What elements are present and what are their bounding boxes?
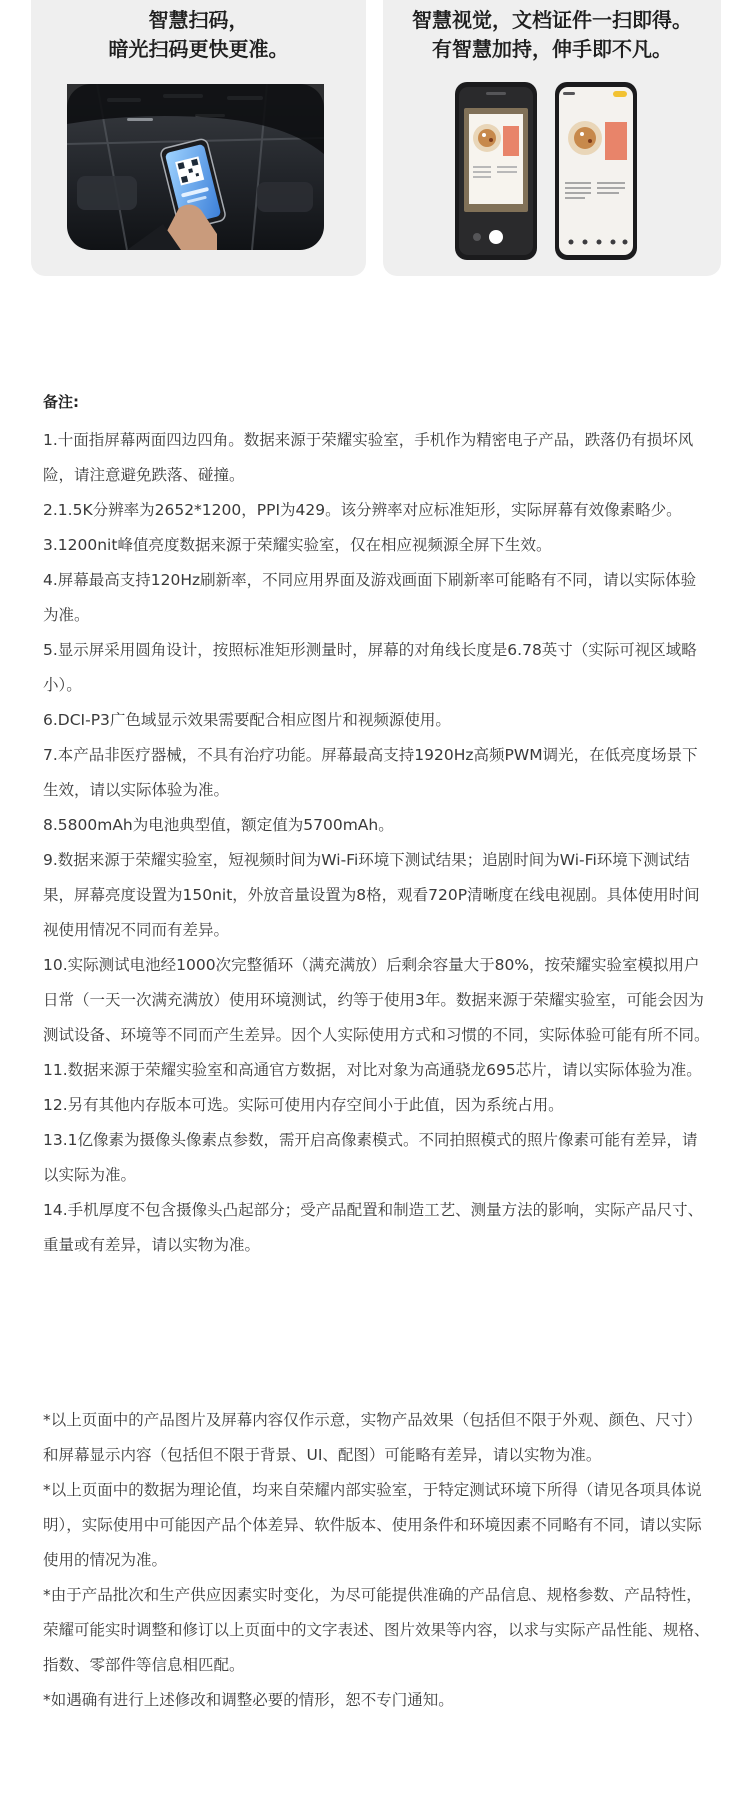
disclaimers-section (43, 1403, 711, 1718)
feature-card-title (383, 6, 721, 64)
note-item: 7.本产品非医疗器械，不具有治疗功能。屏幕最高支持1920Hz高频PWM调光，在低亮度场景下生效，请以实际体验为准。 (43, 746, 698, 799)
note-item: 11.数据来源于荣耀实验室和高通官方数据，对比对象为高通骁龙695芯片，请以实际体验为准。 (43, 1061, 702, 1079)
note-item: 6.DCI-P3广色域显示效果需要配合相应图片和视频源使用。 (43, 711, 451, 729)
document-scan-phones-image (455, 82, 645, 262)
feature-card-smart-scan (31, 0, 366, 276)
phone-result-view (555, 82, 637, 260)
feature-card-title-line: 智慧视觉，文档证件一扫即得。 (412, 8, 692, 32)
note-item: 4.屏幕最高支持120Hz刷新率，不同应用界面及游戏画面下刷新率可能略有不同，请以实际体验为准。 (43, 571, 697, 624)
note-item: 12.另有其他内存版本可选。实际可使用内存空间小于此值，因为系统占用。 (43, 1096, 564, 1114)
feature-card-title-line: 智慧扫码， (148, 8, 249, 32)
feature-cards (31, 0, 721, 276)
feature-card-title-line: 有智慧加持，伸手即不凡。 (432, 37, 672, 61)
note-item: 10.实际测试电池经1000次完整循环（满充满放）后剩余容量大于80%，按荣耀实验室模拟用户日常（一天一次满充满放）使用环境测试，约等于使用3年。数据来源于荣耀实验室，可能会因为测试设备、环境等不同而产生差异。因个人实际使用方式和习惯的不同，实际体验可能有所不同。 (43, 956, 710, 1044)
note-item: 1.十面指屏幕两面四边四角。数据来源于荣耀实验室，手机作为精密电子产品，跌落仍有损坏风险，请注意避免跌落、碰撞。 (43, 431, 694, 484)
feature-card-title (31, 6, 366, 64)
note-item: 8.5800mAh为电池典型值，额定值为5700mAh。 (43, 816, 394, 834)
note-item: 14.手机厚度不包含摄像头凸起部分；受产品配置和制造工艺、测量方法的影响，实际产品尺寸、重量或有差异，请以实物为准。 (43, 1201, 704, 1254)
note-item: 3.1200nit峰值亮度数据来源于荣耀实验室，仅在相应视频源全屏下生效。 (43, 536, 552, 554)
note-item: 2.1.5K分辨率为2652*1200，PPI为429。该分辨率对应标准矩形，实际屏幕有效像素略少。 (43, 501, 682, 519)
phone-camera-view (455, 82, 537, 260)
disclaimer-item: *以上页面中的数据为理论值，均来自荣耀内部实验室，于特定测试环境下所得（请见各项具体说明），实际使用中可能因产品个体差异、软件版本、使用条件和环境因素不同略有不同，请以实际使用的情况为准。 (43, 1481, 702, 1569)
disclaimer-item: *由于产品批次和生产供应因素实时变化，为尽可能提供准确的产品信息、规格参数、产品特性，荣耀可能实时调整和修订以上页面中的文字表述、图片效果等内容，以求与实际产品性能、规格、指数、零部件等信息相匹配。 (43, 1586, 710, 1674)
note-item: 5.显示屏采用圆角设计，按照标准矩形测量时，屏幕的对角线长度是6.78英寸（实际可视区域略小）。 (43, 641, 697, 694)
feature-card-smart-vision (383, 0, 721, 276)
notes-heading: 备注: (43, 393, 79, 411)
note-item: 13.1亿像素为摄像头像素点参数，需开启高像素模式。不同拍照模式的照片像素可能有差异，请以实际为准。 (43, 1131, 698, 1184)
parking-garage-scan-image (67, 84, 324, 250)
notes-list (43, 423, 711, 1263)
disclaimer-item: *如遇确有进行上述修改和调整必要的情形，恕不专门通知。 (43, 1691, 454, 1709)
note-item: 9.数据来源于荣耀实验室，短视频时间为Wi-Fi环境下测试结果；追剧时间为Wi-Fi环境下测试结果，屏幕亮度设置为150nit，外放音量设置为8格，观看720P清晰度在线电视剧。具体使用时间视使用情况不同而有差异。 (43, 851, 700, 939)
notes-section (43, 391, 711, 1263)
feature-card-title-line: 暗光扫码更快更准。 (108, 37, 289, 61)
disclaimer-item: *以上页面中的产品图片及屏幕内容仅作示意，实物产品效果（包括但不限于外观、颜色、尺寸）和屏幕显示内容（包括但不限于背景、UI、配图）可能略有差异，请以实物为准。 (43, 1411, 702, 1464)
